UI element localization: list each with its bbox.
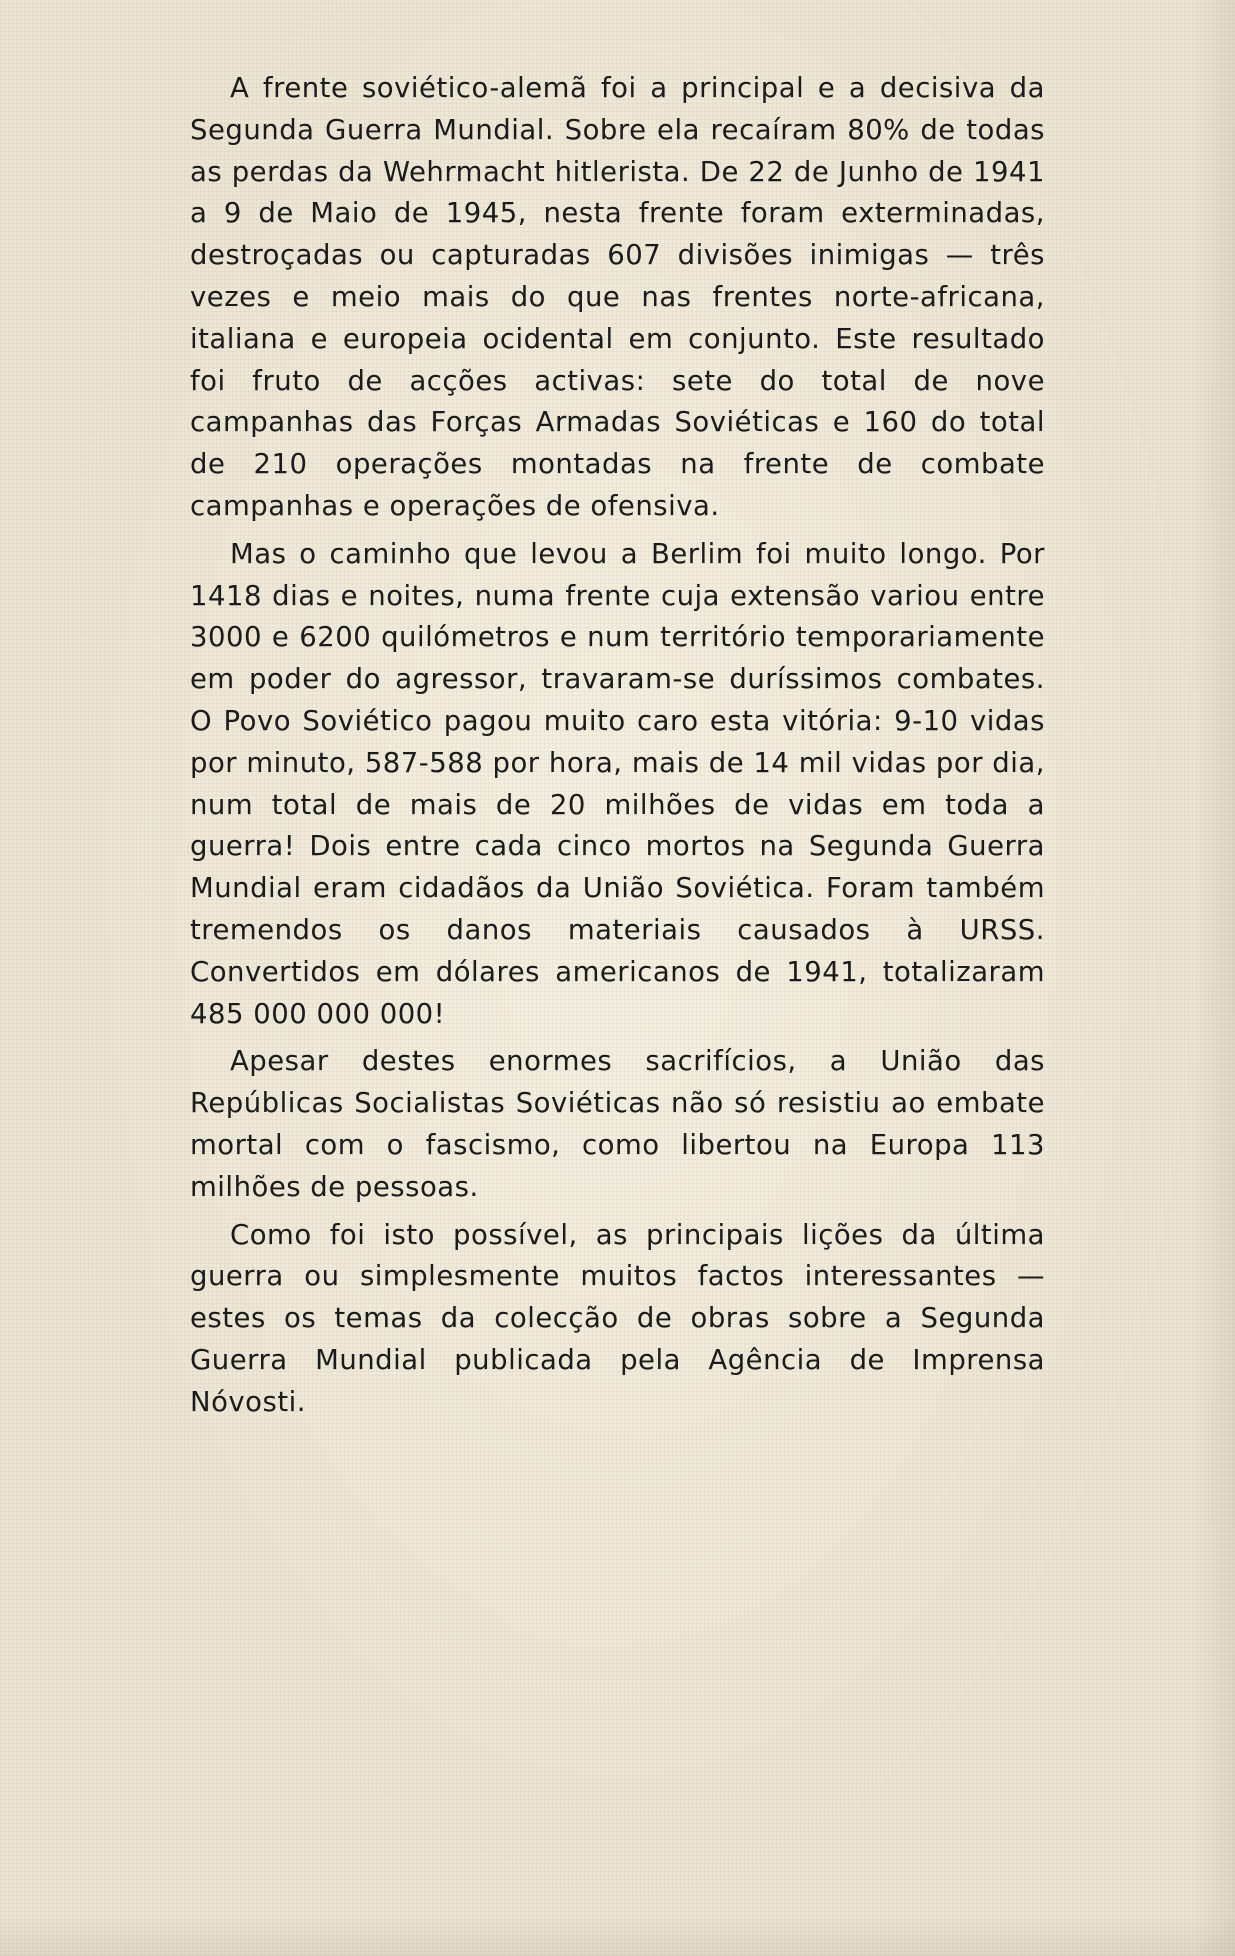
page-edge-shadow — [1195, 0, 1235, 1956]
paragraph-4: Como foi isto possível, as principais lições da última guerra ou simplesmente muitos factos interessantes — estes os temas da colecção de obras sobre a Segunda Guerra Mundial publicada pela Agência de Imprensa Nóvosti. — [190, 1218, 1045, 1418]
cover-text-block — [190, 68, 1045, 1424]
paragraph-3: Apesar destes enormes sacrifícios, a União das Repúblicas Socialistas Soviéticas não só resistiu ao embate mortal com o fascismo, como libertou na Europa 113 milhões de pessoas. — [190, 1045, 1045, 1203]
paragraph-1: A frente soviético-alemã foi a principal e a decisiva da Segunda Guerra Mundial. Sobre ela recaíram 80% de todas as perdas da Wehrmacht hitlerista. De 22 de Junho de 1941 a 9 de Maio de 1945, nesta frente foram exterminadas, destroçadas ou capturadas 607 divisões inimigas — três vezes e meio mais do que nas frentes norte-africana, italiana e europeia ocidental em conjunto. Este resultado foi fruto de acções activas: sete do total de nove campanhas das Forças Armadas Soviéticas e 160 do total de 210 operações montadas na frente de combate campanhas e operações de ofensiva. — [190, 72, 1045, 522]
paragraph-2: Mas o caminho que levou a Berlim foi muito longo. Por 1418 dias e noites, numa frente cuja extensão variou entre 3000 e 6200 quilómetros e num território temporariamente em poder do agressor, travaram-se duríssimos combates. O Povo Soviético pagou muito caro esta vitória: 9-10 vidas por minuto, 587-588 por hora, mais de 14 mil vidas por dia, num total de mais de 20 milhões de vidas em toda a guerra! Dois entre cada cinco mortos na Segunda Guerra Mundial eram cidadãos da União Soviética. Foram também tremendos os danos materiais causados à URSS. Convertidos em dólares americanos de 1941, totalizaram 485 000 000 000! — [190, 537, 1045, 1030]
page-bottom-shadow — [0, 1916, 1235, 1956]
